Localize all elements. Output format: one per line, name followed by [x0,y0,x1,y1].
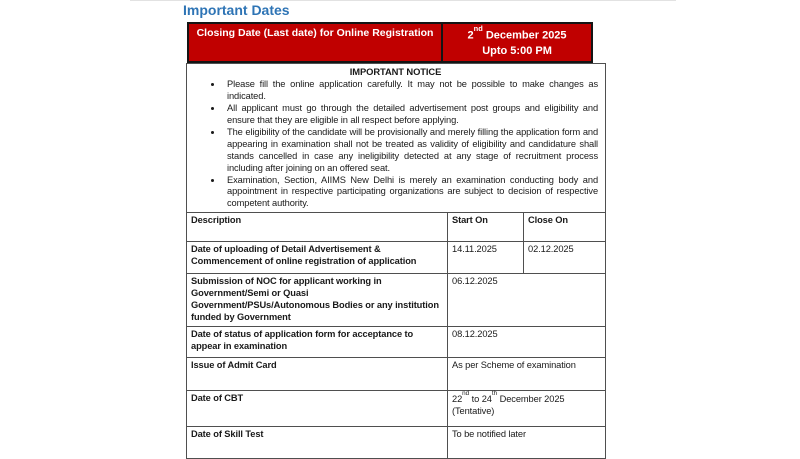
col-header-start-on: Start On [448,213,524,242]
start-date-value: 14.11.2025 [448,242,524,274]
closing-time-line: Upto 5:00 PM [482,45,552,58]
notice-bullet: • Examination, Section, AIIMS New Delhi is merely an examination conducting body and appointment in respective participating organizations are subject to decision of respective competent authority. [223,175,598,211]
col-header-description: Description [187,213,448,242]
cbt-date-value: 22nd to 24th December 2025 (Tentative) [448,390,606,426]
notice-bullet: • All applicant must go through the detailed advertisement post groups and eligibility and ensure that they are eligible in all respect before applying. [223,103,598,127]
notice-bullet: • The eligibility of the candidate will be provisionally and merely filling the application form and appearing in examination shall not be treated as validity of eligibility and candidature shall stands cancelled in case any ineligibility detected at any stage of recruitment process including after joining on an offered seat. [223,127,598,175]
date-value: As per Scheme of examination [448,357,606,390]
schedule-table [186,63,606,458]
date-value: 06.12.2025 [448,274,606,327]
row-description: Date of Skill Test [187,426,448,458]
col-header-close-on: Close On [524,213,606,242]
notice-row [187,64,606,213]
row-description: Date of status of application form for acceptance to appear in examination [187,326,448,357]
notice-bullet: • Please fill the online application carefully. It may not be possible to make changes as indicated. [223,79,598,103]
closing-date-label: Closing Date (Last date) for Online Registration [189,24,443,61]
date-value: 08.12.2025 [448,326,606,357]
closing-date-banner [187,22,593,63]
close-date-value: 02.12.2025 [524,242,606,274]
notice-bullet-list [191,79,600,210]
row-description: Date of CBT [187,390,448,426]
table-row-skill-test [187,426,606,458]
table-row-cbt [187,390,606,426]
table-row-advertisement [187,242,606,274]
page-title: Important Dates [183,2,290,18]
important-notice [187,64,606,213]
notice-title: IMPORTANT NOTICE [349,66,442,78]
table-row-admit-card [187,357,606,390]
closing-date-line: 2nd December 2025 [467,23,567,42]
row-description: Date of uploading of Detail Advertisement & Commencement of online registration of application [187,242,448,274]
row-description: Submission of NOC for applicant working in Government/Semi or Quasi Government/PSUs/Autonomous Bodies or any institution funded by Government [187,274,448,327]
important-dates-document [183,2,615,459]
table-header-row [187,213,606,242]
date-value: To be notified later [448,426,606,458]
closing-date-value [443,24,591,61]
row-description: Issue of Admit Card [187,357,448,390]
table-row-status [187,326,606,357]
table-row-noc [187,274,606,327]
image-top-border [130,0,676,1]
